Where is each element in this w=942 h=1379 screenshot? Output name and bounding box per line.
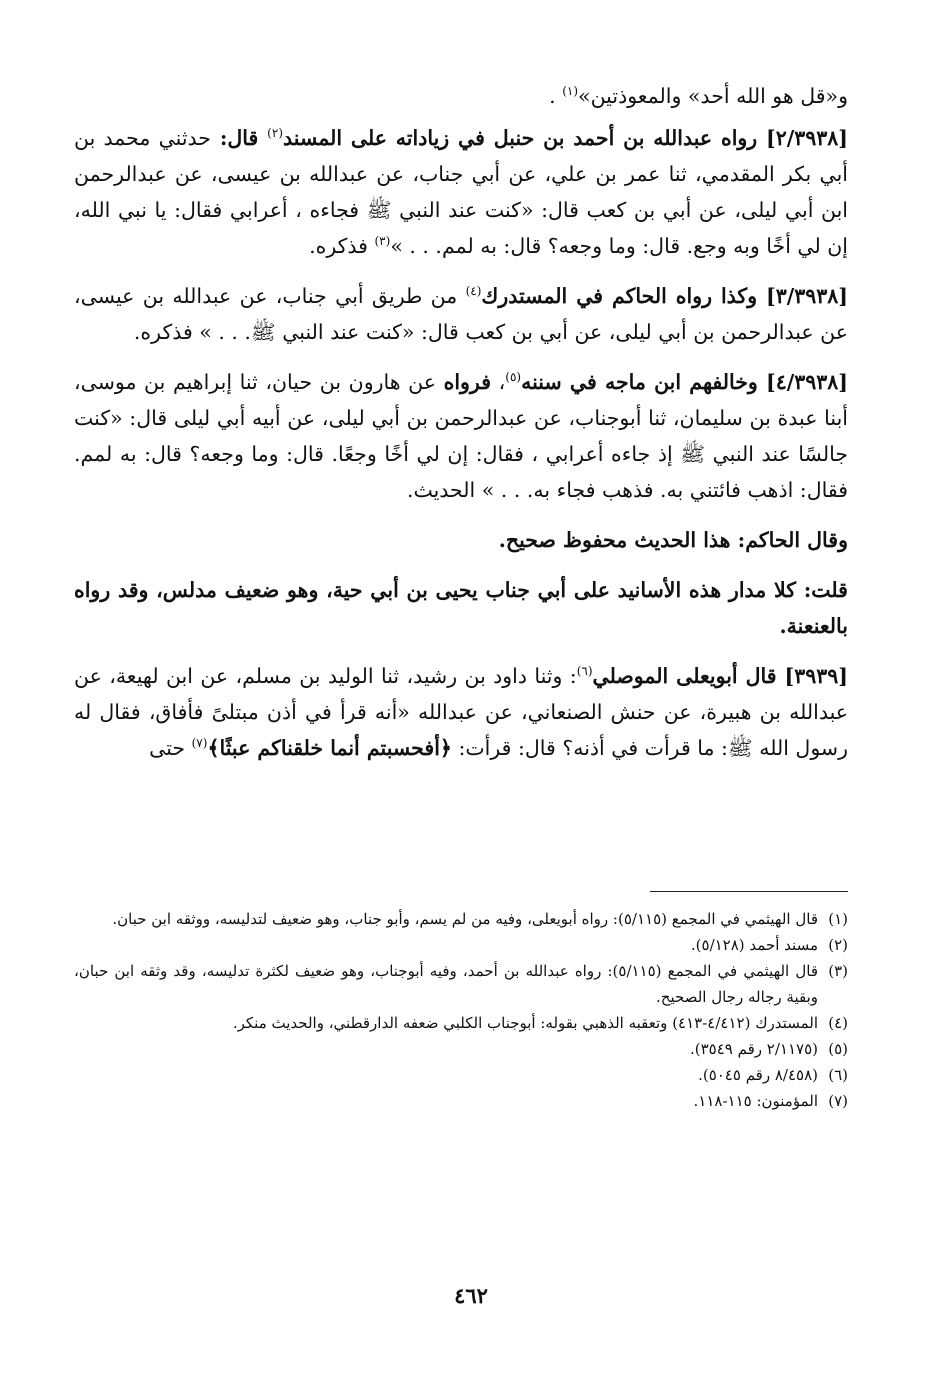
- text-segment: [٣٩٣٩] قال أبويعلى الموصلي: [592, 664, 848, 688]
- text-segment: وقال الحاكم: هذا الحديث محفوظ صحيح.: [498, 528, 848, 552]
- footnote-ref: (٧): [191, 736, 208, 751]
- footnote-text: المستدرك (٤/٤١٢-٤١٣) وتعقبه الذهبي بقوله: أبوجناب الكلبي ضعفه الدارقطني، والحديث منكر.: [232, 1014, 818, 1032]
- footnote-ref: (٢): [267, 126, 283, 141]
- footnote-text: قال الهيثمي في المجمع (٥/١١٥): رواه عبدالله بن أحمد، وفيه أبوجناب، وهو ضعيف لكثرة تدليسه، وقد وثقه ابن حبان، وبقية رجاله رجال الصحيح.: [74, 962, 818, 1006]
- footnote-ref: (١): [562, 84, 579, 99]
- footnote: [74, 906, 848, 932]
- text-segment: .: [549, 84, 563, 108]
- text-segment: ﴿أفحسبتم أنما خلقناكم عبثًا﴾: [207, 736, 452, 760]
- footnote: [74, 932, 848, 958]
- footnote: [74, 958, 848, 1010]
- footnote-number: (٢): [828, 936, 848, 954]
- paragraph: [74, 78, 848, 114]
- text-segment: قال:: [210, 126, 268, 150]
- footnote-text: المؤمنون: ١١٥-١١٨.: [693, 1092, 818, 1110]
- footnote-separator: [650, 891, 848, 892]
- footnote-number: (٤): [828, 1014, 848, 1032]
- footnote: [74, 1036, 848, 1062]
- footnote-number: (٧): [828, 1092, 848, 1110]
- text-segment: قلت: كلا مدار هذه الأسانيد على أبي جناب يحيى بن أبي حية، وهو ضعيف مدلس، وقد رواه بالعنعنة.: [74, 578, 848, 638]
- text-segment: عن هارون بن حيان، ثنا إبراهيم بن موسى، أبنا عبدة بن سليمان، ثنا أبوجناب، عن عبدالرحمن بن أبي ليلى، عن أبيه أبي ليلى قال: «كنت جالسًا عند النبي ﷺ إذ جاءه أعرابي ، فقال: إن لي أخًا وجعًا. قال: وما وجعه؟ قال: به لمم. فقال: اذهب فائتني به. فذهب فجاء به. . . » الحديث.: [74, 370, 848, 502]
- text-segment: من طريق أبي جناب، عن عبدالله بن عيسى، عن عبدالرحمن بن أبي ليلى، عن أبي بن كعب قال: «كنت عند النبي ﷺ. . . » فذكره.: [74, 284, 848, 344]
- footnotes: [74, 906, 848, 1114]
- paragraph: [74, 364, 848, 508]
- footnote-number: (٦): [828, 1066, 848, 1084]
- footnote-text: (٢/١١٧٥ رقم ٣٥٤٩).: [690, 1040, 818, 1058]
- text-segment: فذكره.: [309, 234, 375, 258]
- paragraph: [74, 278, 848, 350]
- text-segment: ،: [491, 370, 506, 394]
- main-text: [74, 78, 848, 766]
- text-segment: حدثني محمد بن أبي بكر المقدمي، ثنا عمر بن علي، عن أبي جناب، عن عبدالله بن عيسى، عن عبدالرحمن ابن أبي ليلى، عن أبي بن كعب قال: «كنت عند النبي ﷺ فجاءه ، أعرابي فقال: يا نبي الله، إن لي أخًا وبه وجع. قال: وما وجعه؟ قال: به لمم. . . »: [74, 126, 848, 258]
- footnote-text: (٨/٤٥٨ رقم ٥٠٤٥).: [698, 1066, 818, 1084]
- footnote-ref: (٤): [465, 284, 482, 299]
- footnote-number: (١): [828, 910, 848, 928]
- footnote: [74, 1062, 848, 1088]
- page-content: [74, 78, 848, 1110]
- footnote: [74, 1088, 848, 1114]
- paragraph: [74, 658, 848, 766]
- text-segment: [٤/٣٩٣٨] وخالفهم ابن ماجه في سننه: [521, 370, 848, 394]
- text-segment: فرواه: [443, 370, 492, 394]
- footnote-ref: (٥): [505, 370, 522, 385]
- text-segment: حتى: [149, 736, 192, 760]
- paragraph: [74, 522, 848, 558]
- paragraph: [74, 572, 848, 644]
- footnote-number: (٣): [828, 962, 848, 980]
- footnote-ref: (٦): [576, 664, 593, 679]
- footnote-text: مسند أحمد (٥/١٢٨).: [690, 936, 818, 954]
- text-segment: : وثنا داود بن رشيد، ثنا الوليد بن مسلم، عن ابن لهيعة، عن عبدالله بن هبيرة، عن حنش الصنعاني، عن عبدالله «أنه قرأ في أذن مبتلىً فأفاق، فقال له رسول الله ﷺ: ما قرأت في أذنه؟ قال: قرأت:: [74, 664, 848, 760]
- footnote-number: (٥): [828, 1040, 848, 1058]
- text-segment: و«قل هو الله أحد» والمعوذتين»: [578, 84, 848, 108]
- text-segment: [٢/٣٩٣٨] رواه عبدالله بن أحمد بن حنبل في زياداته على المسند: [283, 126, 848, 150]
- text-segment: [٣/٣٩٣٨] وكذا رواه الحاكم في المستدرك: [481, 284, 848, 308]
- page-number: ٤٦٢: [454, 1283, 488, 1308]
- paragraph: [74, 120, 848, 264]
- footnote: [74, 1010, 848, 1036]
- footnote-ref: (٣): [374, 234, 391, 249]
- footnote-text: قال الهيثمي في المجمع (٥/١١٥): رواه أبويعلى، وفيه من لم يسم، وأبو جناب، وهو ضعيف لتدليسه، ووثقه ابن حبان.: [112, 910, 818, 928]
